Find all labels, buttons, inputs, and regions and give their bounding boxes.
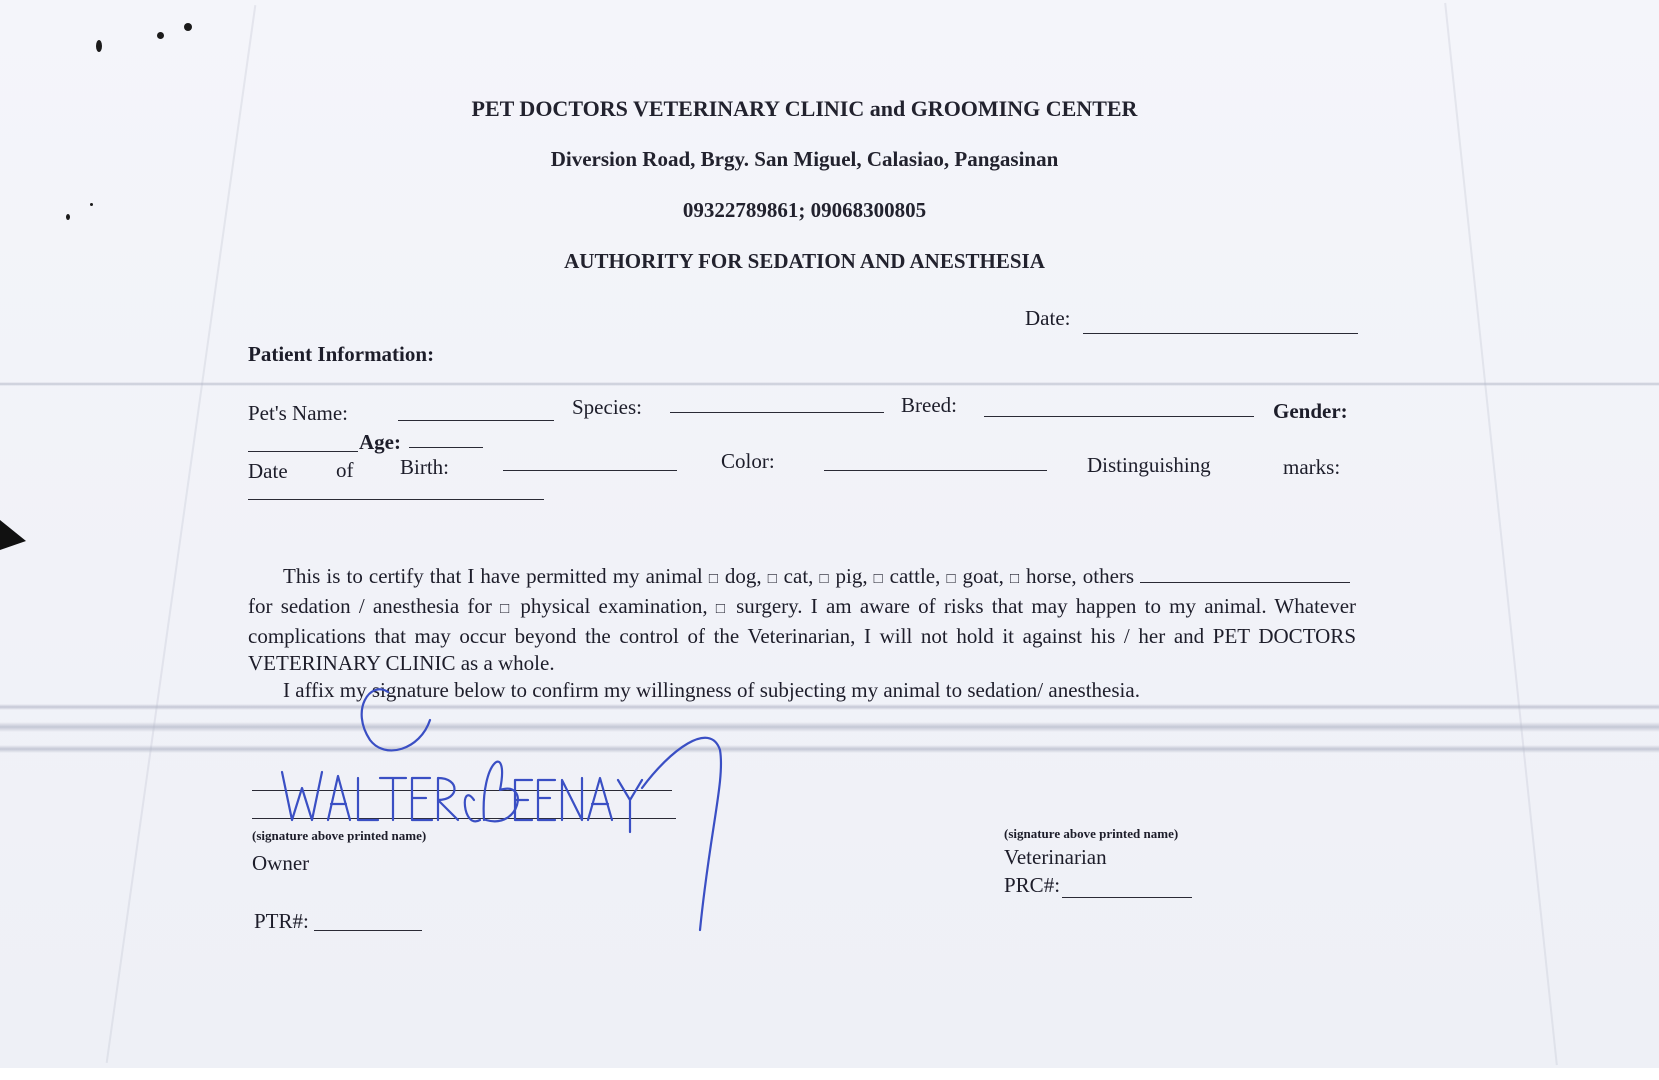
gender-field[interactable] (248, 451, 358, 452)
patient-info-heading: Patient Information: (248, 342, 435, 366)
option-horse: horse, (1025, 564, 1077, 588)
gender-label: Gender: (1273, 399, 1348, 423)
option-others: others (1082, 564, 1135, 588)
risk-acknowledgement: I am aware of risks that may happen to my animal. Whatever complications that may occur beyond the control of the Veterinarian, I will not hold it against his / her and PET DOCTORS VETERINARY CLINIC as a whole. (248, 594, 1357, 675)
scan-artifact-band (0, 382, 1659, 386)
checkbox-cattle[interactable]: □ (873, 571, 884, 587)
option-cat: cat, (783, 564, 814, 588)
page-edge-mark (0, 520, 26, 550)
option-dog: dog, (724, 564, 762, 588)
signature-affirmation: I affix my signature below to confirm my willingness of subjecting my animal to sedation/ anesthesia. (283, 678, 1140, 702)
option-surgery: surgery. (736, 594, 803, 618)
option-cattle: cattle, (889, 564, 941, 588)
dob-label-birth: Birth: (400, 455, 450, 479)
vet-signature-caption: (signature above printed name) (1004, 826, 1179, 841)
distinguishing-label: Distinguishing (1087, 453, 1211, 477)
breed-label: Breed: (901, 393, 957, 417)
prc-field[interactable] (1062, 897, 1192, 898)
ink-speck (157, 32, 164, 39)
scan-artifact-band (0, 704, 1659, 710)
date-label: Date: (1025, 306, 1071, 330)
ptr-field[interactable] (314, 930, 422, 931)
owner-role-label: Owner (252, 851, 310, 875)
color-field[interactable] (824, 470, 1047, 471)
others-field[interactable] (1140, 564, 1350, 583)
age-label: Age: (359, 430, 401, 454)
option-physical-exam: physical examination, (520, 594, 708, 618)
prc-label: PRC#: (1004, 873, 1061, 897)
owner-signature-caption: (signature above printed name) (252, 828, 427, 843)
clinic-name: PET DOCTORS VETERINARY CLINIC and GROOMING CENTER (471, 96, 1138, 121)
scan-artifact-band (0, 722, 1659, 732)
color-label: Color: (721, 449, 775, 473)
checkbox-horse[interactable]: □ (1009, 571, 1020, 587)
dob-label-date: Date (248, 459, 288, 483)
clinic-phone-numbers: 09322789861; 09068300805 (682, 198, 927, 222)
owner-handwritten-signature (270, 680, 790, 940)
marks-label: marks: (1283, 455, 1341, 479)
checkbox-surgery[interactable]: □ (715, 601, 728, 617)
scan-artifact-band (0, 745, 1659, 753)
option-pig: pig, (835, 564, 868, 588)
scan-bottom-edge (0, 1068, 1659, 1080)
breed-field[interactable] (984, 416, 1254, 417)
sedation-purpose-text: for sedation / anesthesia for (248, 594, 492, 618)
dob-label-of: of (336, 458, 354, 482)
species-field[interactable] (670, 412, 884, 413)
vet-role-label: Veterinarian (1004, 845, 1107, 869)
species-label: Species: (572, 395, 642, 419)
age-field[interactable] (409, 447, 483, 448)
checkbox-physical-exam[interactable]: □ (500, 601, 513, 617)
ink-speck (96, 40, 102, 52)
checkbox-goat[interactable]: □ (946, 571, 957, 587)
checkbox-pig[interactable]: □ (819, 571, 830, 587)
clinic-address: Diversion Road, Brgy. San Miguel, Calasiao, Pangasinan (550, 147, 1059, 171)
ink-speck (184, 23, 192, 31)
distinguishing-marks-field[interactable] (248, 499, 544, 500)
checkbox-cat[interactable]: □ (767, 571, 778, 587)
checkbox-dog[interactable]: □ (708, 571, 719, 587)
certification-intro: This is to certify that I have permitted my animal (283, 564, 703, 588)
dob-field[interactable] (503, 470, 677, 471)
pet-name-field[interactable] (398, 420, 554, 421)
option-goat: goat, (962, 564, 1004, 588)
ptr-label: PTR#: (254, 909, 309, 933)
date-field[interactable] (1083, 333, 1358, 334)
form-title: AUTHORITY FOR SEDATION AND ANESTHESIA (564, 249, 1045, 273)
pet-name-label: Pet's Name: (248, 401, 349, 425)
